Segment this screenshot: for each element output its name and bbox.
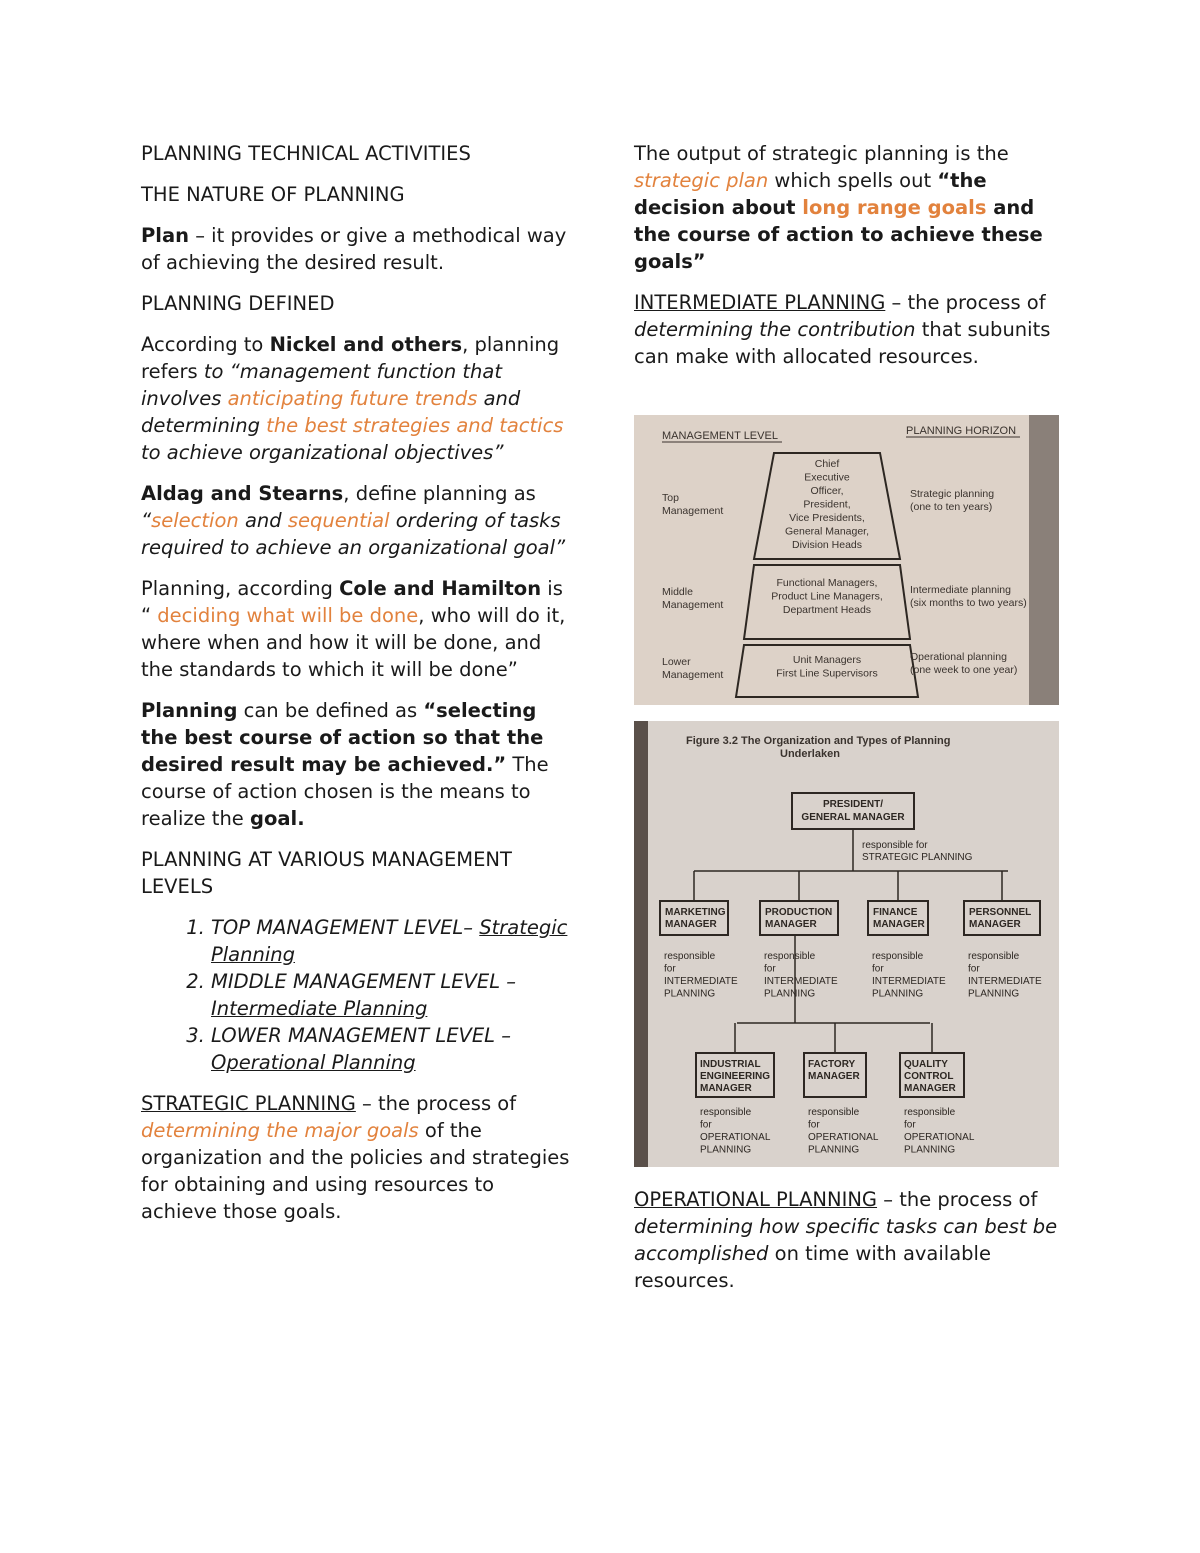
text: – the process of	[885, 291, 1046, 314]
position-label: Executive	[804, 471, 850, 484]
highlight-text: deciding what will be done	[151, 604, 419, 627]
highlight-text: long range goals	[802, 196, 987, 219]
responsibility-label: OPERATIONAL	[700, 1132, 771, 1143]
figure-caption: Underlaken	[780, 748, 840, 760]
position-label: Unit Managers	[792, 654, 862, 666]
highlight-text: determining the major goals	[141, 1119, 419, 1142]
text: that subunits can make with allocated resources.	[634, 318, 1051, 368]
highlight-text: sequential	[287, 509, 390, 532]
text: According to	[141, 333, 270, 356]
text: , who will do it, where when and how it will be done, and the standards to which it will be done”	[141, 604, 566, 681]
level-type: Intermediate Planning	[211, 997, 428, 1020]
responsibility-label: for	[764, 963, 776, 975]
italic-text: determining the contribution	[634, 318, 916, 341]
org-box-label: INDUSTRIAL	[700, 1059, 761, 1070]
quote-text: and the course of action to achieve these goals”	[634, 196, 1043, 273]
responsibility-label: OPERATIONAL	[808, 1132, 879, 1143]
nickel-paragraph	[141, 331, 571, 466]
term: Planning	[141, 699, 238, 722]
org-box-label: PRODUCTION	[765, 907, 833, 918]
text: , planning refers	[141, 333, 560, 383]
intermediate-paragraph	[634, 289, 1064, 370]
definition-paragraph	[141, 697, 571, 832]
highlight-text: strategic plan	[634, 169, 769, 192]
text: on time with available resources.	[634, 1242, 991, 1292]
org-box-label: MANAGER	[808, 1071, 860, 1082]
text: is “	[141, 577, 563, 627]
separator: –	[495, 1024, 511, 1047]
level-name: MIDDLE MANAGEMENT LEVEL	[211, 970, 501, 993]
org-box-label: GENERAL MANAGER	[801, 812, 905, 823]
term: goal.	[250, 807, 305, 830]
highlight-text: anticipating future trends	[227, 387, 478, 410]
responsibility-label: for	[872, 963, 884, 975]
levels-heading: PLANNING AT VARIOUS MANAGEMENT LEVELS	[141, 848, 512, 898]
pyramid-svg	[634, 415, 1059, 705]
management-level-label: Lower	[662, 656, 691, 668]
responsibility-label: for	[808, 1119, 820, 1131]
management-level-label: Top	[662, 492, 679, 504]
responsibility-label: INTERMEDIATE	[968, 976, 1042, 987]
org-box-label: QUALITY	[904, 1059, 948, 1070]
org-box-label: CONTROL	[904, 1071, 954, 1082]
position-label: First Line Supervisors	[776, 667, 878, 680]
document-title: PLANNING TECHNICAL ACTIVITIES	[141, 142, 471, 165]
pyramid-labels	[662, 458, 1027, 681]
org-box-label: MANAGER	[873, 919, 925, 930]
responsibility-label: for	[904, 1119, 916, 1131]
management-level-label: Middle	[662, 586, 693, 598]
output-paragraph	[634, 140, 1064, 275]
plan-term: Plan	[141, 224, 190, 247]
responsibility-label: PLANNING	[808, 1144, 860, 1156]
quote-text: “selecting the best course of action so that the desired result may be achieved.”	[141, 699, 544, 776]
text: – the process of	[877, 1188, 1038, 1211]
italic-text: determining how specific tasks can best be accomplished	[634, 1215, 1058, 1265]
text: of the organization and the policies and strategies for obtaining and using resources to achieve those goals.	[141, 1119, 570, 1223]
responsibility-label: INTERMEDIATE	[664, 976, 738, 987]
org-box-label: MANAGER	[904, 1083, 956, 1094]
management-level-label: Management	[662, 599, 724, 611]
responsibility-label: OPERATIONAL	[904, 1132, 975, 1143]
org-box-label: PERSONNEL	[969, 907, 1032, 918]
text: The course of action chosen is the means to realize the	[141, 753, 549, 830]
org-box-label: ENGINEERING	[700, 1071, 771, 1082]
responsibility-label: INTERMEDIATE	[764, 976, 838, 987]
figure-caption: Figure 3.2 The Organization and Types of Planning	[686, 735, 951, 747]
level-type: Operational Planning	[211, 1051, 416, 1074]
responsibility-label: PLANNING	[700, 1144, 752, 1156]
level-name: LOWER MANAGEMENT LEVEL	[211, 1024, 496, 1047]
level-type: Strategic Planning	[211, 916, 568, 966]
planning-horizon-label: (one to ten years)	[910, 501, 993, 513]
responsibility-label: responsible	[700, 1107, 752, 1118]
responsibility-label: PLANNING	[764, 988, 816, 1000]
responsibility-label: STRATEGIC PLANNING	[862, 852, 973, 863]
pyramid-header-left: MANAGEMENT LEVEL	[662, 430, 778, 442]
nature-heading: THE NATURE OF PLANNING	[141, 183, 405, 206]
list-item	[211, 968, 571, 1022]
responsibility-label: PLANNING	[968, 988, 1020, 1000]
org-box-label: MANAGER	[969, 919, 1021, 930]
org-box-label: MANAGER	[700, 1083, 752, 1094]
org-box-label: FINANCE	[873, 907, 918, 918]
responsibility-label: responsible	[764, 951, 816, 962]
quote-text: and	[238, 509, 288, 532]
responsibility-label: responsible	[904, 1107, 956, 1118]
right-column	[634, 140, 1064, 384]
responsibility-label: for	[664, 963, 676, 975]
separator: –	[500, 970, 517, 993]
aldag-paragraph	[141, 480, 571, 561]
operational-paragraph	[634, 1186, 1064, 1294]
planning-horizon-label: Operational planning	[910, 651, 1007, 663]
quote-text: “the decision about	[634, 169, 987, 219]
management-pyramid-figure	[634, 415, 1059, 705]
org-chart-svg	[634, 721, 1059, 1167]
responsibility-label: for	[700, 1119, 712, 1131]
term: OPERATIONAL PLANNING	[634, 1188, 878, 1211]
responsibility-label: PLANNING	[904, 1144, 956, 1156]
highlight-text: the best strategies and tactics	[266, 414, 564, 437]
org-box-label: PRESIDENT/	[822, 799, 884, 810]
page-shadow	[1029, 415, 1059, 705]
planning-horizon-label: (one week to one year)	[910, 664, 1018, 676]
text: – the process of	[355, 1092, 517, 1115]
text: The output of strategic planning is the	[634, 142, 1009, 165]
strategic-paragraph	[141, 1090, 571, 1225]
text: can be defined as	[237, 699, 424, 722]
text: , define planning as	[343, 482, 536, 505]
position-label: Department Heads	[782, 604, 872, 616]
connector-lines	[660, 793, 1040, 1097]
list-item	[211, 1022, 571, 1076]
responsibility-label: responsible	[664, 951, 716, 962]
quote-text: to achieve organizational objectives”	[141, 441, 504, 464]
responsibility-label: responsible	[968, 951, 1020, 962]
planning-horizon-label: Intermediate planning	[910, 584, 1011, 596]
author-names: Nickel and others	[269, 333, 463, 356]
position-label: Officer,	[810, 485, 844, 497]
planning-horizon-label: Strategic planning	[910, 488, 995, 500]
org-chart-figure	[634, 721, 1059, 1167]
responsibility-label: PLANNING	[664, 988, 716, 1000]
position-label: Division Heads	[791, 539, 863, 551]
position-label: President,	[803, 498, 851, 511]
position-label: Vice Presidents,	[789, 512, 865, 524]
org-box-label: MANAGER	[765, 919, 817, 930]
term: INTERMEDIATE PLANNING	[634, 291, 886, 314]
term: STRATEGIC PLANNING	[141, 1092, 356, 1115]
management-level-label: Management	[662, 669, 724, 681]
org-box-label: MARKETING	[665, 907, 726, 918]
text: which spells out	[768, 169, 938, 192]
pyramid-header-right: PLANNING HORIZON	[906, 425, 1017, 437]
list-item	[211, 914, 571, 968]
responsibility-label: responsible for	[862, 840, 928, 851]
position-label: General Manager,	[784, 525, 870, 538]
plan-definition: – it provides or give a methodical way of achieving the desired result.	[141, 224, 567, 274]
text: Planning, according	[141, 577, 340, 600]
quote-text: to “management function that involves	[141, 360, 502, 410]
author-names: Aldag and Stearns	[141, 482, 344, 505]
position-label: Functional Managers,	[776, 577, 878, 589]
quote-text: ordering of tasks required to achieve an organizational goal”	[141, 509, 566, 559]
plan-paragraph	[141, 222, 571, 276]
operational-block	[634, 1186, 1064, 1308]
quote-text: and determining	[141, 387, 521, 437]
author-names: Cole and Hamilton	[339, 577, 542, 600]
quote-text: “	[141, 509, 152, 532]
left-column	[141, 140, 571, 1239]
responsibility-label: responsible	[808, 1107, 860, 1118]
separator: –	[463, 916, 480, 939]
responsibility-label: for	[968, 963, 980, 975]
cole-paragraph	[141, 575, 571, 683]
page-shadow	[634, 721, 648, 1167]
org-box-label: MANAGER	[665, 919, 717, 930]
defined-heading: PLANNING DEFINED	[141, 292, 335, 315]
position-label: Chief	[814, 458, 840, 470]
levels-list	[141, 914, 571, 1076]
highlight-text: selection	[151, 509, 239, 532]
level-name: TOP MANAGEMENT LEVEL	[211, 916, 464, 939]
responsibility-label: INTERMEDIATE	[872, 976, 946, 987]
responsibility-label: responsible	[872, 951, 924, 962]
position-label: Product Line Managers,	[771, 590, 883, 603]
responsibility-label: PLANNING	[872, 988, 924, 1000]
planning-horizon-label: (six months to two years)	[910, 597, 1027, 609]
management-level-label: Management	[662, 505, 724, 517]
org-box-label: FACTORY	[808, 1059, 856, 1070]
